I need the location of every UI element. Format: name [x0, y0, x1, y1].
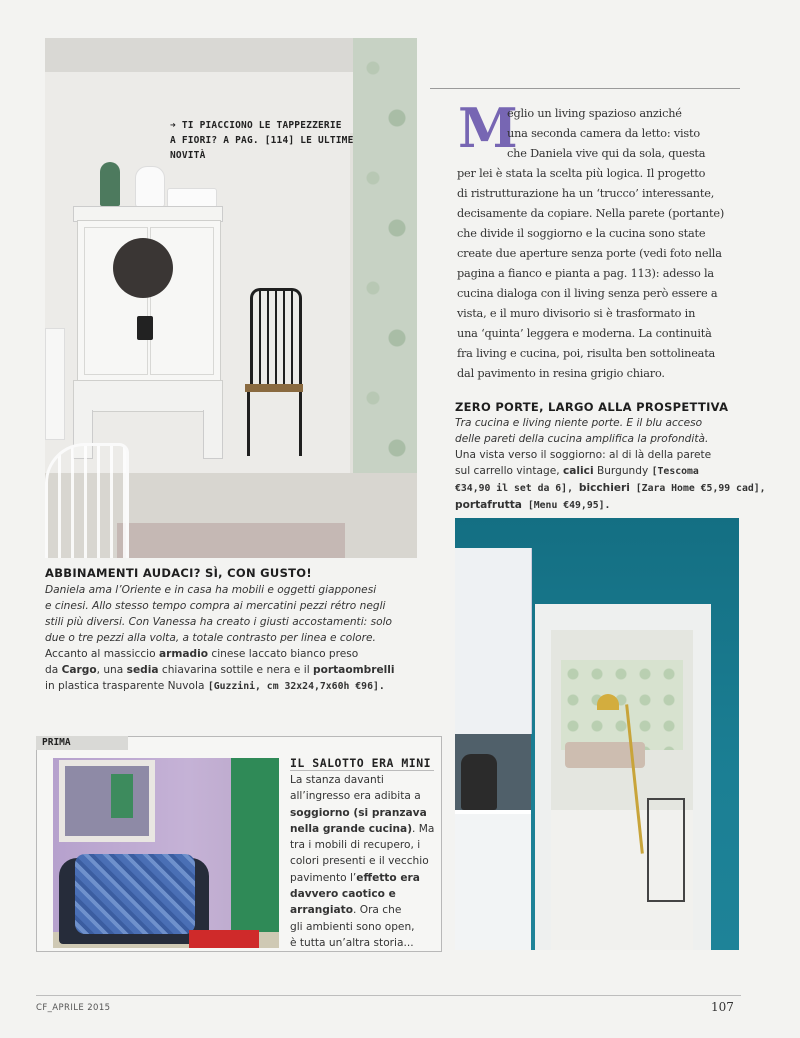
product-name: portafrutta — [455, 499, 522, 511]
before-line — [290, 919, 434, 935]
mirror-reflection — [111, 774, 133, 818]
caption-text: da — [45, 664, 62, 676]
before-text-run: all’ingresso era adibita a — [290, 790, 421, 803]
before-line — [290, 902, 434, 918]
caption-text: Burgundy — [593, 465, 652, 477]
photo-caption-line: A FIORI? A PAG. [114] LE ULTIME NOVITÀ — [170, 135, 354, 161]
chiavarina-chair-seat — [245, 384, 303, 392]
chair-leg — [299, 392, 302, 456]
green-vase — [100, 162, 120, 206]
before-text-run: pavimento l’ — [290, 871, 357, 884]
footer-rule — [36, 995, 741, 996]
caption-line — [45, 662, 395, 678]
product-name: armadio — [158, 648, 209, 660]
product-name: portaombrelli — [313, 664, 395, 676]
intro-line: una ‘quinta’ leggera e moderna. La continuità — [457, 327, 712, 340]
abbinamenti-caption — [45, 582, 395, 695]
caption-line — [455, 497, 766, 514]
white-jar — [135, 166, 165, 208]
caption-italic: Daniela ama l’Oriente e in casa ha mobili e oggetti giapponesi — [45, 584, 377, 596]
kitchen-counter — [455, 810, 531, 950]
floral-wallpaper — [561, 660, 683, 750]
product-name: calici — [562, 465, 594, 477]
issue-label: CF_APRILE 2015 — [36, 1003, 111, 1013]
before-text-bold: arrangiato — [290, 904, 353, 917]
before-text-bold: nella grande cucina) — [290, 822, 413, 835]
caption-line — [45, 630, 395, 646]
before-text-run: tra i mobili di recupero, i — [290, 839, 421, 852]
lamp-shade — [597, 694, 619, 710]
product-source: [Tescoma — [651, 466, 699, 477]
intro-line: che divide il soggiorno e la cucina sono state — [457, 227, 706, 240]
living-room-view — [551, 630, 693, 950]
rug — [117, 523, 345, 558]
caption-line — [455, 480, 766, 497]
caption-italic: e cinesi. Allo stesso tempo compra ai mercatini pezzi rétro negli — [45, 600, 386, 612]
mirror — [59, 760, 155, 842]
drop-cap: M — [458, 96, 518, 160]
intro-line: per lei è stata la scelta più logica. Il progetto — [457, 167, 706, 180]
product-source: [Menu €49,95]. — [521, 500, 611, 511]
caption-line — [45, 582, 395, 598]
cabinet-leg-right — [203, 410, 223, 459]
caption-italic: due o tre pezzi alla volta, a totale contrasto per linea e colore. — [45, 632, 376, 644]
stand-mixer — [461, 754, 497, 810]
product-source: €34,90 il set da 6], — [455, 483, 579, 494]
cabinet-base — [73, 380, 223, 412]
cabinet-brass-disc — [113, 238, 173, 298]
intro-line: vista, e il muro divisorio si è trasformato in — [457, 307, 696, 320]
chiavarina-chair-back — [250, 288, 302, 387]
intro-line: dal pavimento in resina grigio chiaro. — [457, 367, 665, 380]
zero-porte-caption — [455, 415, 766, 514]
before-line — [290, 772, 434, 788]
photo-caption-line: ➜ TI PIACCIONO LE TAPPEZZERIE — [170, 120, 342, 131]
intro-paragraph — [430, 104, 750, 384]
kitchen-photo — [455, 518, 739, 950]
caption-text: , una — [96, 664, 127, 676]
caption-line — [455, 415, 766, 431]
living-room-photo — [45, 38, 417, 558]
plates-stack — [167, 188, 217, 208]
before-line — [290, 821, 434, 837]
blue-throw — [75, 854, 195, 934]
page-number: 107 — [711, 1000, 734, 1014]
before-text-run: gli ambienti sono open, — [290, 920, 415, 933]
before-text-bold: effetto era — [356, 871, 420, 884]
caption-italic: Tra cucina e living niente porte. E il blu acceso — [455, 417, 703, 429]
intro-line: di ristrutturazione ha un ‘trucco’ interessante, — [457, 187, 715, 200]
before-text-run: . Ma — [412, 822, 435, 835]
white-wire-chair — [45, 443, 129, 558]
caption-text: sul carrello vintage, — [455, 465, 563, 477]
caption-text: cinese laccato bianco preso — [208, 648, 359, 660]
caption-line — [45, 598, 395, 614]
before-text-run: La stanza davanti — [290, 774, 384, 786]
before-tag: PRIMA — [36, 736, 128, 750]
caption-line — [45, 614, 395, 630]
before-line — [290, 935, 434, 951]
intro-line: pagina a fianco e pianta a pag. 113): adesso la — [457, 267, 714, 280]
product-name: bicchieri — [578, 482, 630, 494]
before-line — [290, 853, 434, 869]
before-text-run: è tutta un’altra storia... — [290, 936, 414, 949]
before-line — [290, 870, 434, 886]
photo-cross-reference — [170, 118, 360, 163]
chair-leg — [247, 392, 250, 456]
before-text-run: colori presenti e il vecchio — [290, 855, 429, 868]
product-name: Cargo — [61, 664, 97, 676]
intro-line: decisamente da copiare. Nella parete (portante) — [457, 207, 725, 220]
product-source: [Guzzini, cm 32x24,7x60h €96]. — [207, 681, 385, 692]
intro-line: create due aperture senza porte (vedi foto nella — [457, 247, 722, 260]
cabinet-lock — [137, 316, 153, 340]
intro-line: che Daniela vive qui da sola, questa — [507, 147, 706, 160]
green-door — [231, 758, 279, 948]
vintage-cart — [647, 798, 685, 902]
caption-line: Una vista verso il soggiorno: al di là della parete — [455, 449, 712, 461]
caption-italic: delle pareti della cucina amplifica la profondità. — [455, 433, 709, 445]
intro-line: cucina dialoga con il living senza però essere a — [457, 287, 718, 300]
before-title: IL SALOTTO ERA MINI — [290, 756, 432, 770]
caption-italic: stili più diversi. Con Vanessa ha creato i giusti accostamenti: solo — [45, 616, 393, 628]
before-line — [290, 805, 434, 821]
before-text-bold: davvero caotico e — [290, 888, 396, 901]
red-rug — [189, 930, 259, 948]
caption-line — [45, 646, 395, 662]
top-rule — [430, 88, 740, 89]
caption-line — [45, 678, 395, 695]
abbinamenti-heading: ABBINAMENTI AUDACI? SÌ, CON GUSTO! — [45, 566, 312, 580]
caption-text: chiavarina sottile e nera e il — [158, 664, 314, 676]
zero-porte-heading: ZERO PORTE, LARGO ALLA PROSPETTIVA — [455, 400, 729, 414]
before-title-rule — [290, 770, 434, 771]
intro-line: una seconda camera da letto: visto — [507, 127, 700, 140]
intro-line: eglio un living spazioso anziché — [507, 107, 682, 120]
before-photo — [53, 758, 279, 948]
before-line — [290, 886, 434, 902]
kitchen-cabinet — [455, 548, 532, 734]
caption-line — [455, 463, 766, 480]
caption-text: in plastica trasparente Nuvola — [45, 680, 208, 692]
before-text — [290, 772, 434, 951]
product-source: [Zara Home €5,99 cad], — [629, 483, 766, 494]
before-text-run: . Ora che — [353, 904, 402, 917]
product-name: sedia — [126, 664, 159, 676]
intro-line: fra living e cucina, poi, risulta ben sottolineata — [457, 347, 716, 360]
before-line — [290, 837, 434, 853]
caption-line — [455, 431, 766, 447]
caption-text: Accanto al massiccio — [45, 648, 159, 660]
before-line — [290, 788, 434, 804]
umbrella-stand — [45, 328, 65, 440]
before-text-bold: soggiorno (si pranzava — [290, 806, 427, 819]
